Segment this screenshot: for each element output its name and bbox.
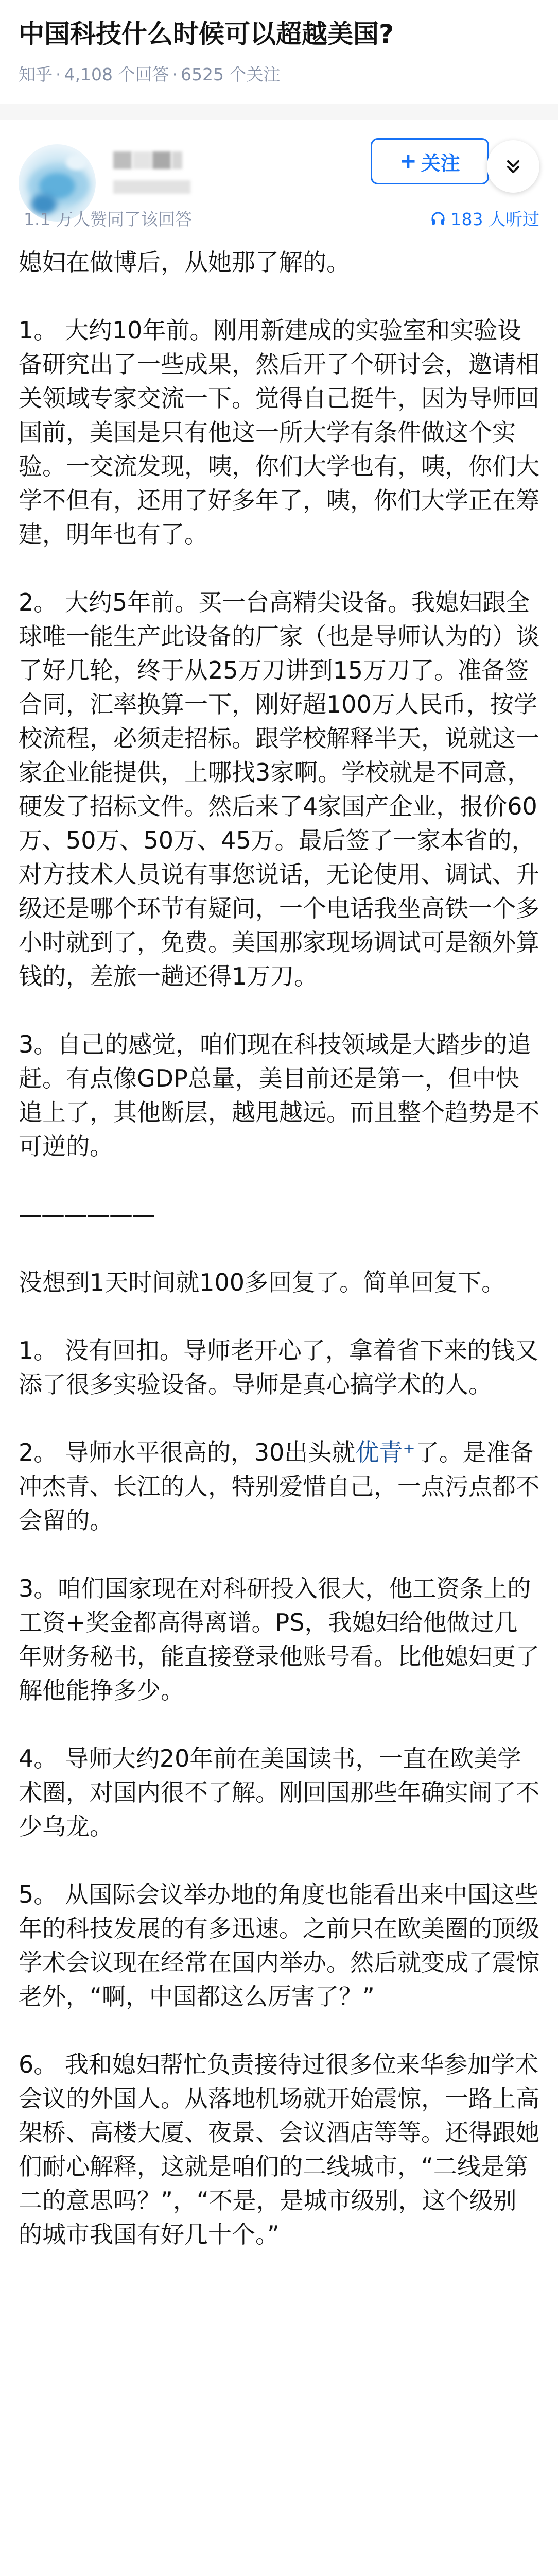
reply-3: 3。咱们国家现在对科研投入很大，他工资条上的工资+奖金都高得离谱。PS，我媳妇给他做过几年财务秘书，能直接登录他账号看。比他媳妇更了解他能挣多少。 <box>19 1574 539 1704</box>
answer-content <box>19 245 539 2251</box>
answer-intro: 媳妇在做博后，从她那了解的。 <box>19 248 350 276</box>
reply-6: 6。 我和媳妇帮忙负责接待过很多位来华参加学术会议的外国人。从落地机场就开始震惊，一路上高架桥、高楼大厦、夜景、会议酒店等等。还得跟她们耐心解释，这就是咱们的二线城市，“二线是第二的意思吗？”，“不是，是城市级别，这个级别的城市我国有好几十个。” <box>19 2050 539 2248</box>
author-headline-redacted <box>113 180 190 194</box>
section-gap <box>0 104 558 120</box>
reply-2-text-end: 了。是准备冲杰青、长江的人，特别爱惜自己，一点污点都不会留的。 <box>19 1438 539 1534</box>
author-name-redacted <box>152 151 171 169</box>
keyword-link[interactable]: 优青⁺ <box>355 1438 415 1466</box>
follow-label: 关注 <box>421 151 460 175</box>
update-intro: 没想到1天时间就100多回复了。简单回复下。 <box>19 1268 505 1296</box>
answer-paragraph-3: 3。自己的感觉，咱们现在科技领域是大踏步的追赶。有点像GDP总量，美目前还是第一，但中快追上了，其他断层，越甩越远。而且整个趋势是不可逆的。 <box>19 1030 539 1160</box>
reply-2-text-start: 2。 导师水平很高的，30出头就 <box>19 1438 356 1466</box>
question-title[interactable]: 中国科技什么时候可以超越美国? <box>19 19 394 49</box>
author-name-redacted[interactable] <box>113 151 132 169</box>
follow-button[interactable] <box>371 138 489 184</box>
approval-count[interactable]: 1.1 万人赞同了该回答 <box>24 209 192 229</box>
author-name-redacted <box>133 151 151 169</box>
collapse-button[interactable] <box>487 140 539 193</box>
answer-paragraph-2: 2。 大约5年前。买一台高精尖设备。我媳妇跟全球唯一能生产此设备的厂家（也是导师认为的）谈了好几轮，终于从25万刀讲到15万刀了。准备签合同，汇率换算一下，刚好超100万人民币，按学校流程，必须走招标。跟学校解释半天，说就这一家企业能提供，上哪找3家啊。学校就是不同意，硬发了招标文件。然后来了4家国产企业，报价60万、50万、50万、45万。最后签了一家本省的，对方技术人员说有事您说话，无论使用、调试、升级还是哪个环节有疑问，一个电话我坐高铁一个多小时就到了，免费。美国那家现场调试可是额外算钱的，差旅一趟还得1万刀。 <box>19 588 539 990</box>
source-label[interactable]: 知乎 <box>19 64 53 84</box>
section-divider: —————— <box>19 1200 154 1228</box>
headphones-icon <box>430 211 446 226</box>
answer-count[interactable]: 4,108 个回答 <box>64 64 169 84</box>
reply-1: 1。 没有回扣。导师老开心了，拿着省下来的钱又添了很多实验设备。导师是真心搞学术的人。 <box>19 1336 538 1398</box>
plus-icon: + <box>399 149 417 173</box>
answer-paragraph-1: 1。 大约10年前。刚用新建成的实验室和实验设备研究出了一些成果，然后开了个研讨会，邀请相关领域专家交流一下。觉得自己挺牛，因为导师回国前，美国是只有他这一所大学有条件做这个实验。一交流发现，咦，你们大学也有，咦，你们大学不但有，还用了好多年了，咦，你们大学正在筹建，明年也有了。 <box>19 316 539 548</box>
meta-separator: · <box>172 64 178 84</box>
author-name-redacted <box>172 151 182 169</box>
meta-separator: · <box>56 64 61 84</box>
answer-stats <box>19 206 539 232</box>
listen-count[interactable] <box>430 206 539 230</box>
double-chevron-down-icon <box>503 156 524 177</box>
question-meta <box>19 64 539 86</box>
reply-4: 4。 导师大约20年前在美国读书，一直在欧美学术圈，对国内很不了解。刚回国那些年确实闹了不少乌龙。 <box>19 1744 539 1840</box>
listen-label: 183 人听过 <box>450 209 539 229</box>
follow-count[interactable]: 6525 个关注 <box>180 64 281 84</box>
reply-2 <box>19 1435 539 1537</box>
reply-5: 5。 从国际会议举办地的角度也能看出来中国这些年的科技发展的有多迅速。之前只在欧美圈的顶级学术会议现在经常在国内举办。然后就变成了震惊老外，“啊，中国都这么厉害了？” <box>19 1880 539 2010</box>
question-header <box>0 0 558 86</box>
